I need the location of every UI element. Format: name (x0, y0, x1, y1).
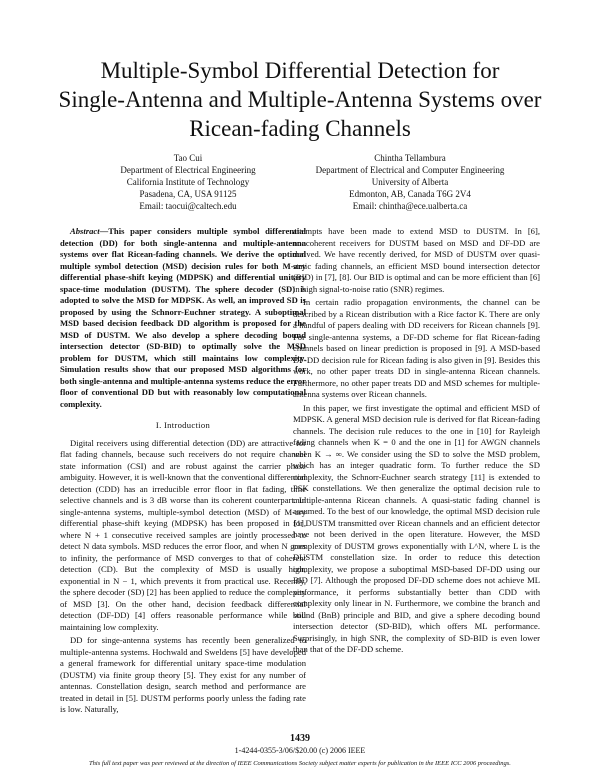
copyright-line: 1-4244-0355-3/06/$20.00 (c) 2006 IEEE (234, 746, 366, 755)
author-address: Pasadena, CA, USA 91125 (139, 189, 237, 199)
body-paragraph: DD for singe-antenna systems has recently been generalized to multiple-antenna systems. Hochwald and Sweldens [5] have developed a general framework for differential unitary space-time modulation (DUSTM) via finite group theory [5]. They exist for any number of antennas. Constellation design, search method and performance are treated in detail in [5]. DUSTM performs poorly unless the fading rate is low. Naturally, (60, 635, 306, 714)
body-paragraph: In this paper, we first investigate the optimal and efficient MSD of MDPSK. A general MSD decision rule is derived for flat Ricean-fading channels. The decision rule reduces to the one in [10] for Rayleigh fading channels when K = 0 and the one in [1] for AWGN channels when K → ∞. We consider using the SD to solve the MSD problem, which has an integer quadratic form. To further reduce the SD complexity, the Schnorr-Euchner search strategy [11] is extended to PSK constellations. We then generalize the optimal decision rule to multiple-antenna Ricean channels. A quasi-static fading channel is assumed. To the best of our knowledge, the optimal MSD decision rule for DUSTM transmitted over Ricean channels and an efficient detector have not been derived in the open literature. However, the MSD complexity of DUSTM grows exponentially with L^N, where L is the DUSTM constellation size. In order to reduce this detection complexity, we propose a suboptimal MSD-based DF-DD using our BID [7]. Although the proposed DF-DD scheme does not achieve ML performance, it performs substantially better than CDD with complexity only linear in N. Furthermore, we combine the branch and bound (BnB) principle and BID, and give a sphere decoding bound intersection detector (SD-BID), which offers ML performance. Surprisingly, in high SNR, the complexity of SD-BID is even lower than that of the DF-DD scheme. (293, 402, 540, 654)
author-block-2 (300, 152, 520, 212)
title-line: Single-Antenna and Multiple-Antenna Systems over (58, 87, 542, 112)
footnote: This full text paper was peer reviewed at the direction of IEEE Communications Society subject matter experts for publication in the IEEE ICC 2006 proceedings. (89, 760, 511, 767)
author-address: Edmonton, AB, Canada T6G 2V4 (349, 189, 471, 199)
title-line: Multiple-Symbol Differential Detection for (100, 58, 500, 83)
section-heading: I. Introduction (155, 420, 211, 430)
author-email: Email: chintha@ece.ualberta.ca (352, 201, 468, 211)
body-paragraph: attempts have been made to extend MSD to DUSTM. In [6], noncoherent receivers for DUSTM based on MSD and DF-DD are derived. We have recently derived, for MSD of DUSTM over quasi-static fading channels, an efficient MSD bound intersection detector (BID) in [7], [8]. Our BID is optimal and can be more efficient than [6] in high signal-to-noise ratio (SNR) regimes. (293, 226, 540, 294)
author-email: Email: taocui@caltech.edu (139, 201, 237, 211)
paper-title (40, 56, 560, 143)
abstract (60, 226, 306, 410)
right-column (293, 226, 540, 658)
body-paragraph: In certain radio propagation environments, the channel can be described by a Ricean distribution with a Rice factor K. There are only a handful of papers dealing with DD receivers for Ricean channels [9]. For single-antenna systems, a DF-DD scheme for flat Ricean-fading channels based on linear prediction is proposed in [9]. A MSD-based DF-DD decision rule for Ricean fading is also given in [9]. Besides this work, no other paper treats DD in single-antenna Ricean channels. Furthermore, no other paper treats DD and MSD schemes for multiple-antenna systems over Ricean channels. (293, 297, 540, 399)
author-dept: Department of Electrical and Computer Engineering (315, 165, 505, 175)
author-institution: University of Alberta (371, 177, 449, 187)
left-column (60, 226, 306, 718)
title-line: Ricean-fading Channels (189, 116, 411, 141)
author-institution: California Institute of Technology (126, 177, 250, 187)
abstract-label: Abstract— (70, 226, 109, 236)
author-block-1 (88, 152, 288, 212)
abstract-text: This paper considers multiple symbol differential detection (DD) for both single-antenna and multiple-antenna systems over flat Ricean-fading channels. We derive the optimal multiple symbol detection (MSD) decision rules for both M-ary differential phase-shift keying (MDPSK) and differential unitary space-time modulation (DUSTM). The sphere decoder (SD) is adopted to solve the MSD for MDPSK. As well, an improved SD is proposed by using the Schnorr-Euchner strategy. A suboptimal MSD based decision feedback DD algorithm is proposed for the MSD of DUSTM. We also develop a sphere decoding bound intersection detector (SD-BID) to optimally solve the MSD problem for DUSTM, which still maintains low complexity. Simulation results show that our proposed MSD algorithms for both single-antenna and multiple-antenna systems reduce the error floor of conventional DD but with reasonably low computational complexity. (60, 226, 306, 409)
author-name: Tao Cui (173, 153, 203, 163)
body-paragraph: Digital receivers using differential detection (DD) are attractive for flat fading channels, because such receivers do not require channel state information (CSI) and are robust against the carrier phase ambiguity. However, it is well-known that the conventional differential detection (CDD) has an irreducible error floor in flat fading, time selective channels and is 3 dB worse than its coherent counterpart. In single-antenna systems, multiple-symbol detection (MSD) of M-ary differential phase-shift keying (MDPSK) has been proposed in [1], where N + 1 consecutive received samples are jointly processed to detect N data symbols. MSD reduces the error floor, and when N goes to infinity, the performance of MSD converges to that of coherent detection (CD). But the complexity of MSD is usually high, exponential in N − 1, which prevents it from practical use. Recently, the sphere decoder (SD) [2] has been applied to reduce the complexity of MSD [3]. On the other hand, decision feedback differential detection (DF-DD) [4] offers reasonable performance while still maintaining low complexity. (60, 437, 306, 632)
author-name: Chintha Tellambura (374, 153, 446, 163)
page-number: 1439 (290, 733, 310, 744)
author-dept: Department of Electrical Engineering (120, 165, 256, 175)
